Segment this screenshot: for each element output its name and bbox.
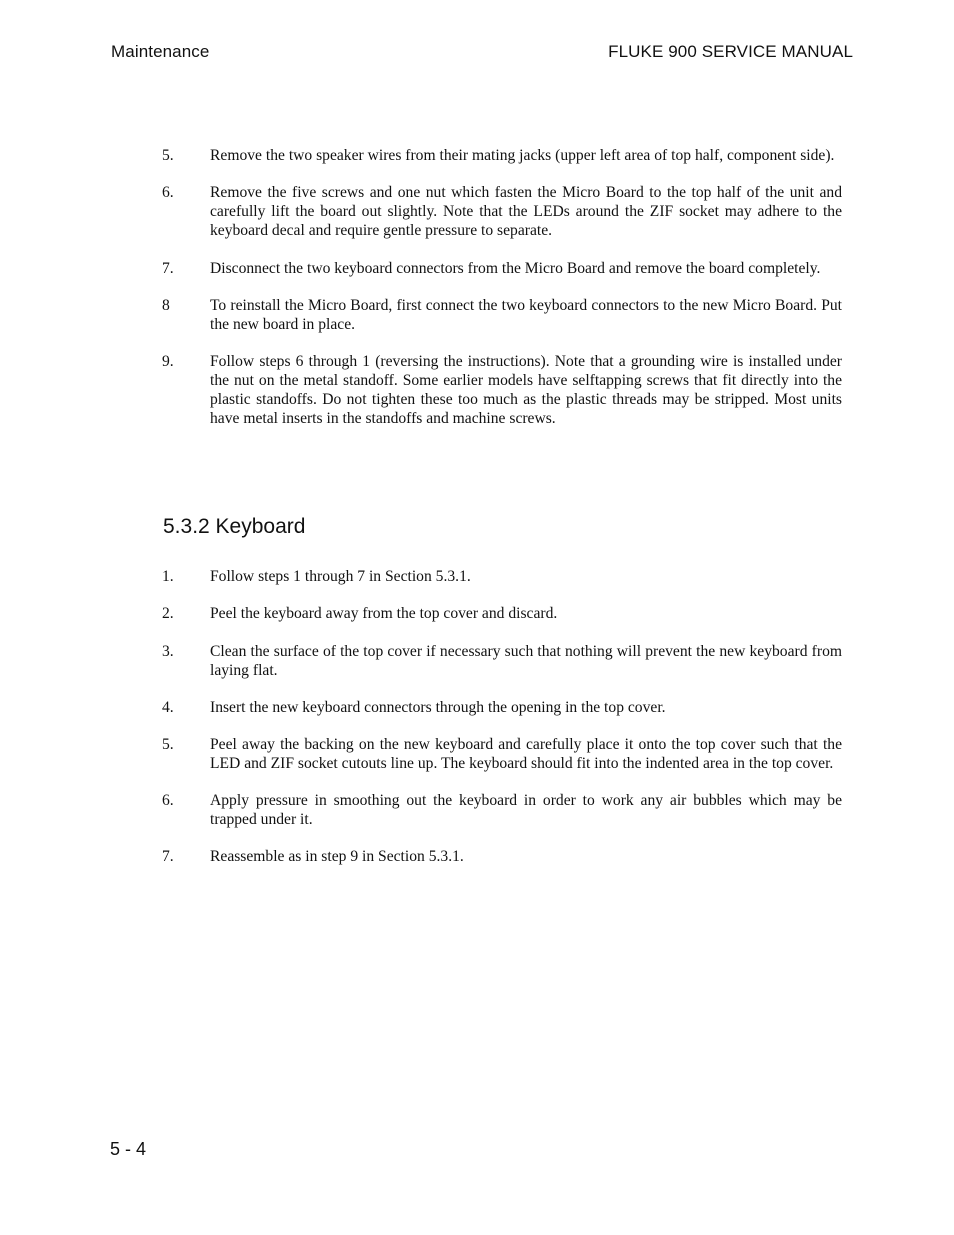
running-header-manual-title: FLUKE 900 SERVICE MANUAL — [608, 42, 853, 61]
step-5 — [162, 735, 842, 773]
step-number: 7. — [162, 260, 174, 277]
micro-board-removal-steps — [162, 146, 842, 428]
step-2 — [162, 604, 842, 623]
step-text: Clean the surface of the top cover if necessary such that nothing will prevent the new keyboard from laying flat. — [210, 643, 842, 679]
step-6 — [162, 183, 842, 240]
step-text: Peel the keyboard away from the top cover and discard. — [210, 605, 558, 622]
step-number: 6. — [162, 184, 174, 201]
step-number: 7. — [162, 848, 174, 865]
keyboard-replacement-steps — [162, 567, 842, 866]
step-text: Disconnect the two keyboard connectors from the Micro Board and remove the board completely. — [210, 260, 821, 277]
step-number: 2. — [162, 605, 174, 622]
step-1 — [162, 567, 842, 586]
step-text: To reinstall the Micro Board, first connect the two keyboard connectors to the new Micro Board. Put the new board in place. — [210, 297, 842, 333]
step-text: Apply pressure in smoothing out the keyboard in order to work any air bubbles which may be trapped under it. — [210, 792, 842, 828]
step-number: 5. — [162, 147, 174, 164]
step-9 — [162, 352, 842, 428]
step-7 — [162, 847, 842, 866]
step-4 — [162, 698, 842, 717]
step-text: Remove the two speaker wires from their mating jacks (upper left area of top half, component side). — [210, 147, 835, 164]
step-text: Peel away the backing on the new keyboard and carefully place it onto the top cover such that the LED and ZIF socket cutouts line up. The keyboard should fit into the indented area in the top cover. — [210, 736, 842, 772]
step-number: 8 — [162, 297, 170, 314]
step-text: Reassemble as in step 9 in Section 5.3.1. — [210, 848, 464, 865]
step-5 — [162, 146, 842, 165]
page-number: 5 - 4 — [110, 1139, 147, 1159]
step-3 — [162, 642, 842, 680]
step-text: Follow steps 1 through 7 in Section 5.3.1. — [210, 568, 471, 585]
step-number: 1. — [162, 568, 174, 585]
step-number: 3. — [162, 643, 174, 660]
step-number: 6. — [162, 792, 174, 809]
step-text: Follow steps 6 through 1 (reversing the instructions). Note that a grounding wire is installed under the nut on the metal standoff. Some earlier models have selftapping screws that fit directly into the plastic standoffs. Do not tighten these too much as the plastic threads may be stripped. Most units have metal inserts in the standoffs and machine screws. — [210, 353, 842, 427]
step-7 — [162, 259, 842, 278]
running-header-section: Maintenance — [111, 42, 210, 61]
step-6 — [162, 791, 842, 829]
step-number: 4. — [162, 699, 174, 716]
step-number: 9. — [162, 353, 174, 370]
step-number: 5. — [162, 736, 174, 753]
step-text: Insert the new keyboard connectors through the opening in the top cover. — [210, 699, 666, 716]
section-heading-keyboard: 5.3.2 Keyboard — [163, 515, 306, 538]
step-text: Remove the five screws and one nut which fasten the Micro Board to the top half of the unit and carefully lift the board out slightly. Note that the LEDs around the ZIF socket may adhere to the keyboard decal and require gentle pressure to separate. — [210, 184, 842, 239]
step-8 — [162, 296, 842, 334]
